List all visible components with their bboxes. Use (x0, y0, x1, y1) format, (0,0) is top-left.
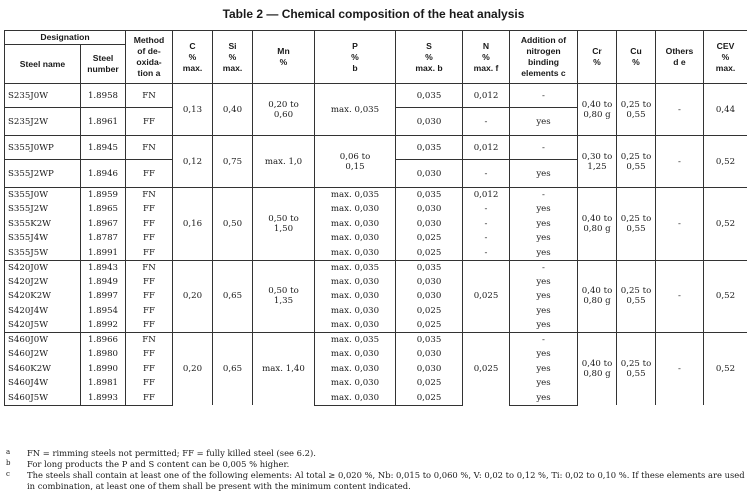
steel-name-cell: S355J2W (5, 202, 81, 217)
cev-cell: 0,52 (704, 260, 747, 333)
s-cell: 0,035 (396, 188, 463, 203)
s-cell: 0,025 (396, 231, 463, 246)
cev-cell: 0,44 (704, 84, 747, 136)
s-cell: 0,035 (396, 260, 463, 275)
addition-cell: yes (510, 275, 578, 290)
steel-number-cell: 1.8993 (81, 391, 126, 406)
others-cell: - (656, 260, 704, 333)
s-cell: 0,035 (396, 136, 463, 160)
steel-name-cell: S235J2W (5, 108, 81, 136)
steel-number-cell: 1.8991 (81, 246, 126, 261)
footnotes (6, 448, 746, 492)
cev-cell: 0,52 (704, 136, 747, 188)
addition-cell: yes (510, 362, 578, 377)
p-cell: max. 0,030 (315, 246, 396, 261)
n-cell: - (463, 202, 510, 217)
steel-number-cell: 1.8992 (81, 318, 126, 333)
n-cell: 0,012 (463, 136, 510, 160)
steel-name-cell: S355J5W (5, 246, 81, 261)
method-cell: FF (126, 108, 173, 136)
p-cell: max. 0,035 (315, 84, 396, 136)
cr-cell: 0,40 to 0,80 g (578, 84, 617, 136)
steel-name-cell: S420J2W (5, 275, 81, 290)
header-cu: Cu % (617, 31, 656, 84)
steel-name-cell: S420K2W (5, 289, 81, 304)
n-cell: 0,025 (463, 260, 510, 333)
steel-number-cell: 1.8981 (81, 376, 126, 391)
footnote (6, 470, 746, 492)
addition-cell: yes (510, 304, 578, 319)
table-title: Table 2 — Chemical composition of the heat analysis (222, 7, 525, 21)
si-cell: 0,50 (213, 188, 253, 261)
n-cell: - (463, 160, 510, 188)
cr-cell: 0,30 to 1,25 (578, 136, 617, 188)
addition-cell: yes (510, 231, 578, 246)
method-cell: FN (126, 136, 173, 160)
others-cell: - (656, 188, 704, 261)
method-cell: FF (126, 376, 173, 391)
p-cell: max. 0,030 (315, 202, 396, 217)
si-cell: 0,65 (213, 333, 253, 406)
others-cell: - (656, 333, 704, 406)
s-cell: 0,030 (396, 202, 463, 217)
header-s: S % max. b (396, 31, 463, 84)
cev-cell: 0,52 (704, 333, 747, 406)
mn-cell: max. 1,0 (253, 136, 315, 188)
n-cell: - (463, 246, 510, 261)
steel-name-cell: S420J4W (5, 304, 81, 319)
p-cell: max. 0,030 (315, 318, 396, 333)
p-cell: max. 0,030 (315, 376, 396, 391)
table-row (5, 136, 747, 160)
header-mn: Mn % (253, 31, 315, 84)
n-cell: 0,012 (463, 188, 510, 203)
addition-cell: yes (510, 391, 578, 406)
steel-name-cell: S355J0W (5, 188, 81, 203)
header-steel-name: Steel name (5, 45, 81, 84)
cr-cell: 0,40 to 0,80 g (578, 188, 617, 261)
table-body (5, 84, 747, 406)
c-cell: 0,20 (173, 333, 213, 406)
p-cell: max. 0,030 (315, 275, 396, 290)
header-addition: Addition of nitrogen binding elements c (510, 31, 578, 84)
addition-cell: yes (510, 246, 578, 261)
p-cell: max. 0,030 (315, 217, 396, 232)
method-cell: FF (126, 318, 173, 333)
s-cell: 0,030 (396, 289, 463, 304)
steel-number-cell: 1.8946 (81, 160, 126, 188)
steel-name-cell: S460J4W (5, 376, 81, 391)
steel-name-cell: S460J0W (5, 333, 81, 348)
addition-cell: yes (510, 202, 578, 217)
footnote-mark: a (6, 448, 11, 456)
mn-cell: max. 1,40 (253, 333, 315, 406)
method-cell: FF (126, 275, 173, 290)
header-method: Method of de- oxida- tion a (126, 31, 173, 84)
footnote-text: The steels shall contain at least one of the following elements: Al total ≥ 0,020 %, Nb: 0,015 to 0,060 %, V: 0,02 to 0,12 %, Ti: 0,02 to 0,10 %. If these elements are used in combination, at least one of them shall be present with the minimum content indicated. (27, 470, 745, 491)
header-others: Others d e (656, 31, 704, 84)
header-steel-number: Steel number (81, 45, 126, 84)
addition-cell: yes (510, 318, 578, 333)
p-cell: max. 0,030 (315, 347, 396, 362)
header-si: Si % max. (213, 31, 253, 84)
addition-cell: yes (510, 160, 578, 188)
s-cell: 0,030 (396, 217, 463, 232)
s-cell: 0,025 (396, 376, 463, 391)
method-cell: FN (126, 260, 173, 275)
header-p: P % b (315, 31, 396, 84)
addition-cell: yes (510, 217, 578, 232)
n-cell: - (463, 217, 510, 232)
addition-cell: - (510, 333, 578, 348)
c-cell: 0,13 (173, 84, 213, 136)
steel-name-cell: S355J0WP (5, 136, 81, 160)
steel-number-cell: 1.8959 (81, 188, 126, 203)
steel-number-cell: 1.8980 (81, 347, 126, 362)
method-cell: FN (126, 188, 173, 203)
p-cell: 0,06 to 0,15 (315, 136, 396, 188)
footnote-mark: c (6, 470, 10, 478)
table-row (5, 333, 747, 348)
addition-cell: yes (510, 108, 578, 136)
method-cell: FF (126, 160, 173, 188)
c-cell: 0,16 (173, 188, 213, 261)
cu-cell: 0,25 to 0,55 (617, 260, 656, 333)
method-cell: FF (126, 391, 173, 406)
s-cell: 0,030 (396, 275, 463, 290)
s-cell: 0,025 (396, 304, 463, 319)
s-cell: 0,035 (396, 333, 463, 348)
p-cell: max. 0,030 (315, 391, 396, 406)
cr-cell: 0,40 to 0,80 g (578, 260, 617, 333)
n-cell: 0,025 (463, 333, 510, 406)
steel-name-cell: S355J2WP (5, 160, 81, 188)
steel-number-cell: 1.8787 (81, 231, 126, 246)
header-designation: Designation (5, 31, 126, 45)
p-cell: max. 0,035 (315, 333, 396, 348)
s-cell: 0,030 (396, 108, 463, 136)
method-cell: FF (126, 304, 173, 319)
steel-name-cell: S355J4W (5, 231, 81, 246)
steel-number-cell: 1.8990 (81, 362, 126, 377)
cu-cell: 0,25 to 0,55 (617, 333, 656, 406)
steel-number-cell: 1.8945 (81, 136, 126, 160)
cev-cell: 0,52 (704, 188, 747, 261)
header-c: C % max. (173, 31, 213, 84)
cu-cell: 0,25 to 0,55 (617, 188, 656, 261)
p-cell: max. 0,030 (315, 362, 396, 377)
addition-cell: - (510, 188, 578, 203)
footnote-text: For long products the P and S content can be 0,005 % higher. (27, 459, 290, 469)
addition-cell: yes (510, 376, 578, 391)
steel-number-cell: 1.8965 (81, 202, 126, 217)
n-cell: 0,012 (463, 84, 510, 108)
s-cell: 0,025 (396, 246, 463, 261)
steel-number-cell: 1.8966 (81, 333, 126, 348)
mn-cell: 0,50 to 1,35 (253, 260, 315, 333)
s-cell: 0,030 (396, 347, 463, 362)
p-cell: max. 0,035 (315, 188, 396, 203)
method-cell: FF (126, 246, 173, 261)
n-cell: - (463, 231, 510, 246)
footnote (6, 459, 746, 470)
addition-cell: yes (510, 289, 578, 304)
steel-name-cell: S460J5W (5, 391, 81, 406)
addition-cell: - (510, 136, 578, 160)
si-cell: 0,65 (213, 260, 253, 333)
steel-name-cell: S420J0W (5, 260, 81, 275)
n-cell: - (463, 108, 510, 136)
steel-number-cell: 1.8954 (81, 304, 126, 319)
p-cell: max. 0,030 (315, 289, 396, 304)
footnote-text: FN = rimming steels not permitted; FF = fully killed steel (see 6.2). (27, 448, 316, 458)
method-cell: FF (126, 231, 173, 246)
steel-name-cell: S355K2W (5, 217, 81, 232)
p-cell: max. 0,030 (315, 231, 396, 246)
method-cell: FF (126, 289, 173, 304)
steel-name-cell: S460J2W (5, 347, 81, 362)
steel-number-cell: 1.8943 (81, 260, 126, 275)
method-cell: FF (126, 217, 173, 232)
footnote (6, 448, 746, 459)
steel-number-cell: 1.8997 (81, 289, 126, 304)
steel-name-cell: S235J0W (5, 84, 81, 108)
table-row (5, 84, 747, 108)
method-cell: FF (126, 362, 173, 377)
s-cell: 0,030 (396, 160, 463, 188)
si-cell: 0,40 (213, 84, 253, 136)
si-cell: 0,75 (213, 136, 253, 188)
s-cell: 0,030 (396, 362, 463, 377)
header-cr: Cr % (578, 31, 617, 84)
method-cell: FN (126, 84, 173, 108)
s-cell: 0,025 (396, 391, 463, 406)
steel-number-cell: 1.8958 (81, 84, 126, 108)
others-cell: - (656, 136, 704, 188)
footnote-mark: b (6, 459, 11, 467)
table-row (5, 260, 747, 275)
p-cell: max. 0,035 (315, 260, 396, 275)
steel-number-cell: 1.8967 (81, 217, 126, 232)
cr-cell: 0,40 to 0,80 g (578, 333, 617, 406)
mn-cell: 0,20 to 0,60 (253, 84, 315, 136)
p-cell: max. 0,030 (315, 304, 396, 319)
s-cell: 0,035 (396, 84, 463, 108)
addition-cell: yes (510, 347, 578, 362)
steel-number-cell: 1.8961 (81, 108, 126, 136)
c-cell: 0,12 (173, 136, 213, 188)
steel-number-cell: 1.8949 (81, 275, 126, 290)
header-n: N % max. f (463, 31, 510, 84)
s-cell: 0,025 (396, 318, 463, 333)
steel-name-cell: S420J5W (5, 318, 81, 333)
cu-cell: 0,25 to 0,55 (617, 136, 656, 188)
c-cell: 0,20 (173, 260, 213, 333)
addition-cell: - (510, 260, 578, 275)
steel-name-cell: S460K2W (5, 362, 81, 377)
mn-cell: 0,50 to 1,50 (253, 188, 315, 261)
header-cev: CEV % max. (704, 31, 747, 84)
method-cell: FF (126, 202, 173, 217)
method-cell: FN (126, 333, 173, 348)
chemical-composition-table (4, 30, 747, 406)
addition-cell: - (510, 84, 578, 108)
cu-cell: 0,25 to 0,55 (617, 84, 656, 136)
table-row (5, 188, 747, 203)
others-cell: - (656, 84, 704, 136)
method-cell: FF (126, 347, 173, 362)
